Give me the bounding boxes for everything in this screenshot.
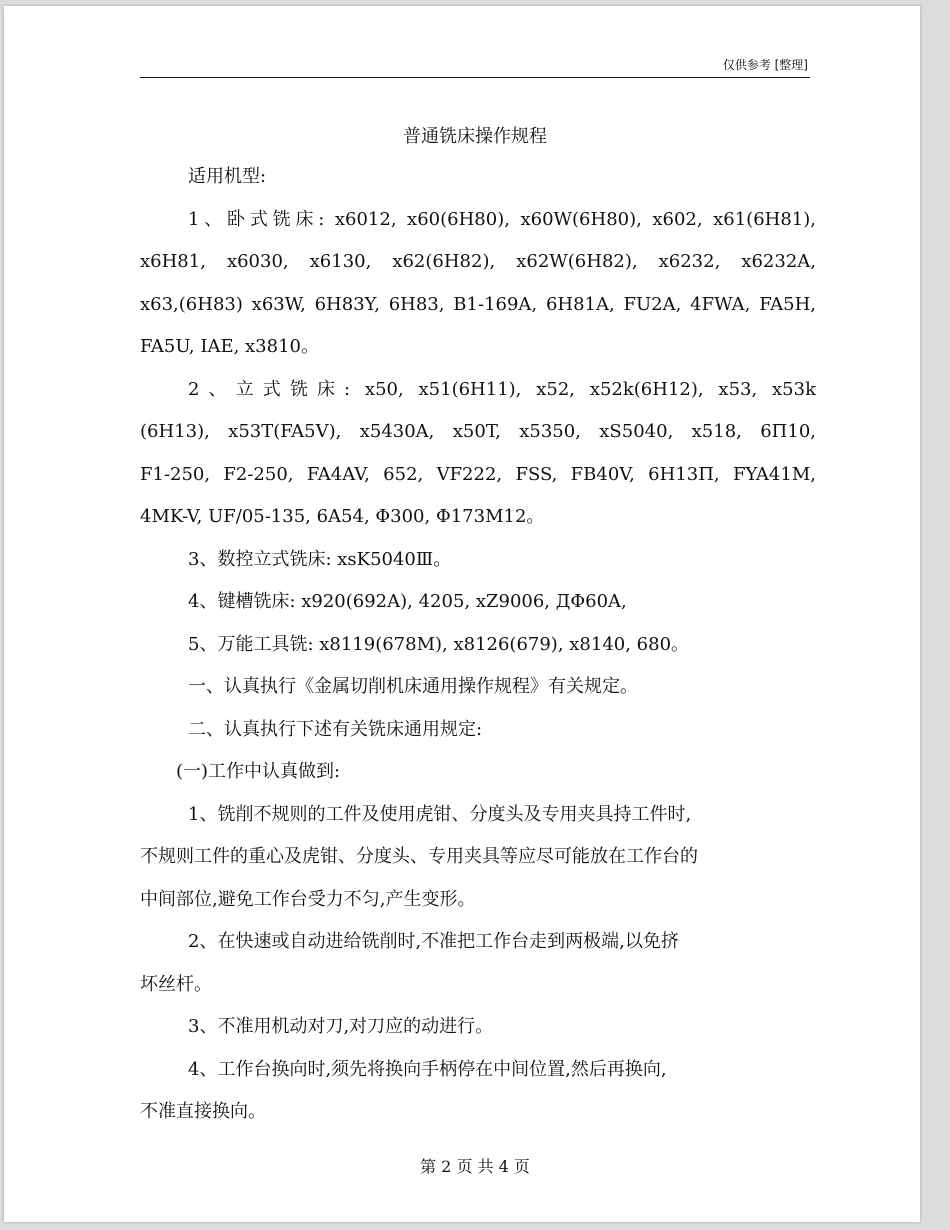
rule-line: 中间部位,避免工作台受力不匀,产生变形。	[140, 888, 476, 910]
document-body	[140, 156, 816, 1134]
rule-line: 不准直接换向。	[140, 1101, 266, 1122]
document-title: 普通铣床操作规程	[403, 126, 547, 147]
rule-line: 不规则工件的重心及虎钳、分度头、专用夹具等应尽可能放在工作台的	[140, 846, 698, 867]
header-note: 仅供参考 [整理]	[722, 58, 808, 72]
model-line: 3、数控立式铣床: xsK5040Ⅲ。	[188, 548, 452, 570]
model-line: (6H13), x53T(FA5V), x5430A, x50T, x5350, xS5040, x518, 6П10,	[140, 421, 816, 442]
header-divider	[140, 77, 810, 78]
rule-line: 1、铣削不规则的工件及使用虎钳、分度头及专用夹具持工件时,	[188, 803, 692, 825]
subsection-heading: (一)工作中认真做到:	[176, 761, 341, 782]
model-line: 4MK-V, UF/05-135, 6A54, Φ300, Φ173M12。	[140, 506, 545, 527]
rule-line: 坏丝杆。	[140, 973, 212, 995]
model-line: F1-250, F2-250, FA4AV, 652, VF222, FSS, FB40V, 6H13П, FYA41M,	[140, 463, 816, 485]
model-line: FA5U, IAE, x3810。	[140, 336, 319, 357]
model-line: x63,(6H83) x63W, 6H83Y, 6H83, B1-169A, 6H81A, FU2A, 4FWA, FA5H,	[140, 293, 816, 315]
applicable-models-heading: 适用机型:	[188, 166, 267, 187]
model-line: 4、键槽铣床: x920(692A), 4205, xZ9006, ДΦ60A,	[188, 591, 627, 612]
model-line: 2、立式铣床: x50, x51(6H11), x52, x52k(6H12), x53, x53k	[188, 378, 816, 400]
rule-line: 3、不准用机动对刀,对刀应的动进行。	[188, 1016, 494, 1037]
model-line: x6H81, x6030, x6130, x62(6H82), x62W(6H82), x6232, x6232A,	[140, 251, 816, 272]
document-page	[4, 6, 920, 1222]
model-line: 5、万能工具铣: x8119(678M), x8126(679), x8140, 680。	[188, 633, 690, 655]
page-number: 第 2 页 共 4 页	[420, 1157, 530, 1176]
section-heading: 二、认真执行下述有关铣床通用规定:	[188, 718, 483, 740]
section-heading: 一、认真执行《金属切削机床通用操作规程》有关规定。	[188, 676, 638, 697]
rule-line: 4、工作台换向时,须先将换向手柄停在中间位置,然后再换向,	[188, 1058, 667, 1080]
model-line: 1、卧式铣床: x6012, x60(6H80), x60W(6H80), x602, x61(6H81),	[188, 208, 816, 230]
rule-line: 2、在快速或自动进给铣削时,不准把工作台走到两极端,以免挤	[188, 931, 679, 952]
